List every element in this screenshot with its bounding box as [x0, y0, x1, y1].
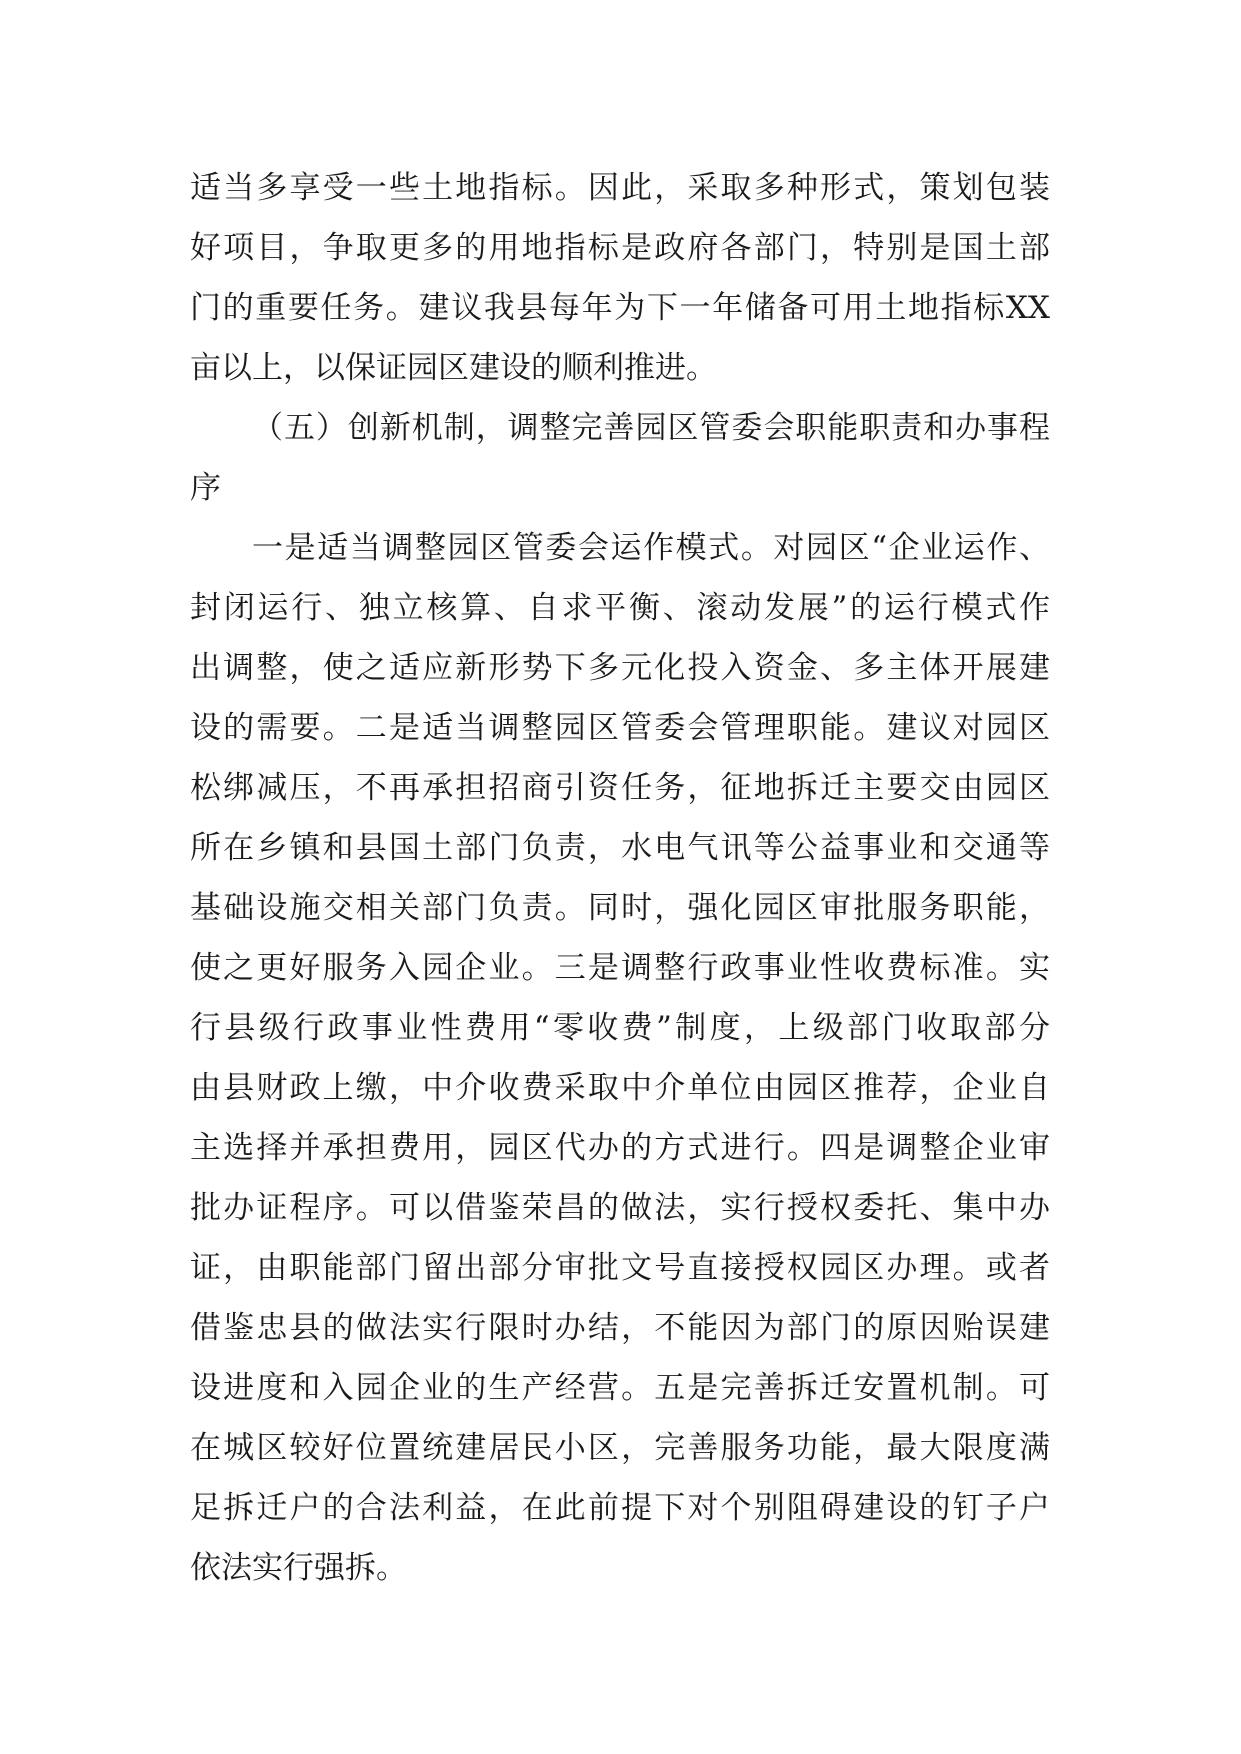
text-line: 门的重要任务。建议我县每年为下一年储备可用土地指标XX — [190, 290, 1050, 326]
text-line: 在城区较好位置统建居民小区，完善服务功能，最大限度满 — [190, 1430, 1050, 1466]
text-line: 足拆迁户的合法利益，在此前提下对个别阻碍建设的钉子户 — [190, 1490, 1050, 1526]
text-line: 由县财政上缴，中介收费采取中介单位由园区推荐，企业自 — [190, 1070, 1050, 1106]
text-line: 松绑减压，不再承担招商引资任务，征地拆迁主要交由园区 — [190, 770, 1050, 806]
text-line: 基础设施交相关部门负责。同时，强化园区审批服务职能， — [190, 890, 1050, 926]
text-line: 依法实行强拆。 — [190, 1550, 407, 1586]
section-heading-line: 序 — [190, 470, 221, 506]
text-line: 借鉴忠县的做法实行限时办结，不能因为部门的原因贻误建 — [190, 1310, 1050, 1346]
text-line: 设进度和入园企业的生产经营。五是完善拆迁安置机制。可 — [190, 1370, 1050, 1406]
text-line: 证，由职能部门留出部分审批文号直接授权园区办理。或者 — [190, 1250, 1050, 1286]
text-line: 批办证程序。可以借鉴荣昌的做法，实行授权委托、集中办 — [190, 1190, 1050, 1226]
text-line: 设的需要。二是适当调整园区管委会管理职能。建议对园区 — [190, 710, 1050, 746]
text-line: 主选择并承担费用，园区代办的方式进行。四是调整企业审 — [190, 1130, 1050, 1166]
text-line: 封闭运行、独立核算、自求平衡、滚动发展”的运行模式作 — [190, 590, 1050, 626]
text-line: 出调整，使之适应新形势下多元化投入资金、多主体开展建 — [190, 650, 1050, 686]
text-line: 使之更好服务入园企业。三是调整行政事业性收费标准。实 — [190, 950, 1050, 986]
text-line: 行县级行政事业性费用“零收费”制度，上级部门收取部分 — [190, 1010, 1050, 1046]
text-line: 所在乡镇和县国土部门负责，水电气讯等公益事业和交通等 — [190, 830, 1050, 866]
text-line: 适当多享受一些土地指标。因此，采取多种形式，策划包装 — [190, 170, 1050, 206]
text-line: 亩以上，以保证园区建设的顺利推进。 — [190, 350, 717, 386]
body-text — [190, 158, 1050, 1598]
section-heading-line: （五）创新机制，调整完善园区管委会职能职责和办事程 — [252, 410, 1050, 446]
text-line: 好项目，争取更多的用地指标是政府各部门，特别是国土部 — [190, 230, 1050, 266]
text-line: 一是适当调整园区管委会运作模式。对园区“企业运作、 — [252, 530, 1050, 566]
